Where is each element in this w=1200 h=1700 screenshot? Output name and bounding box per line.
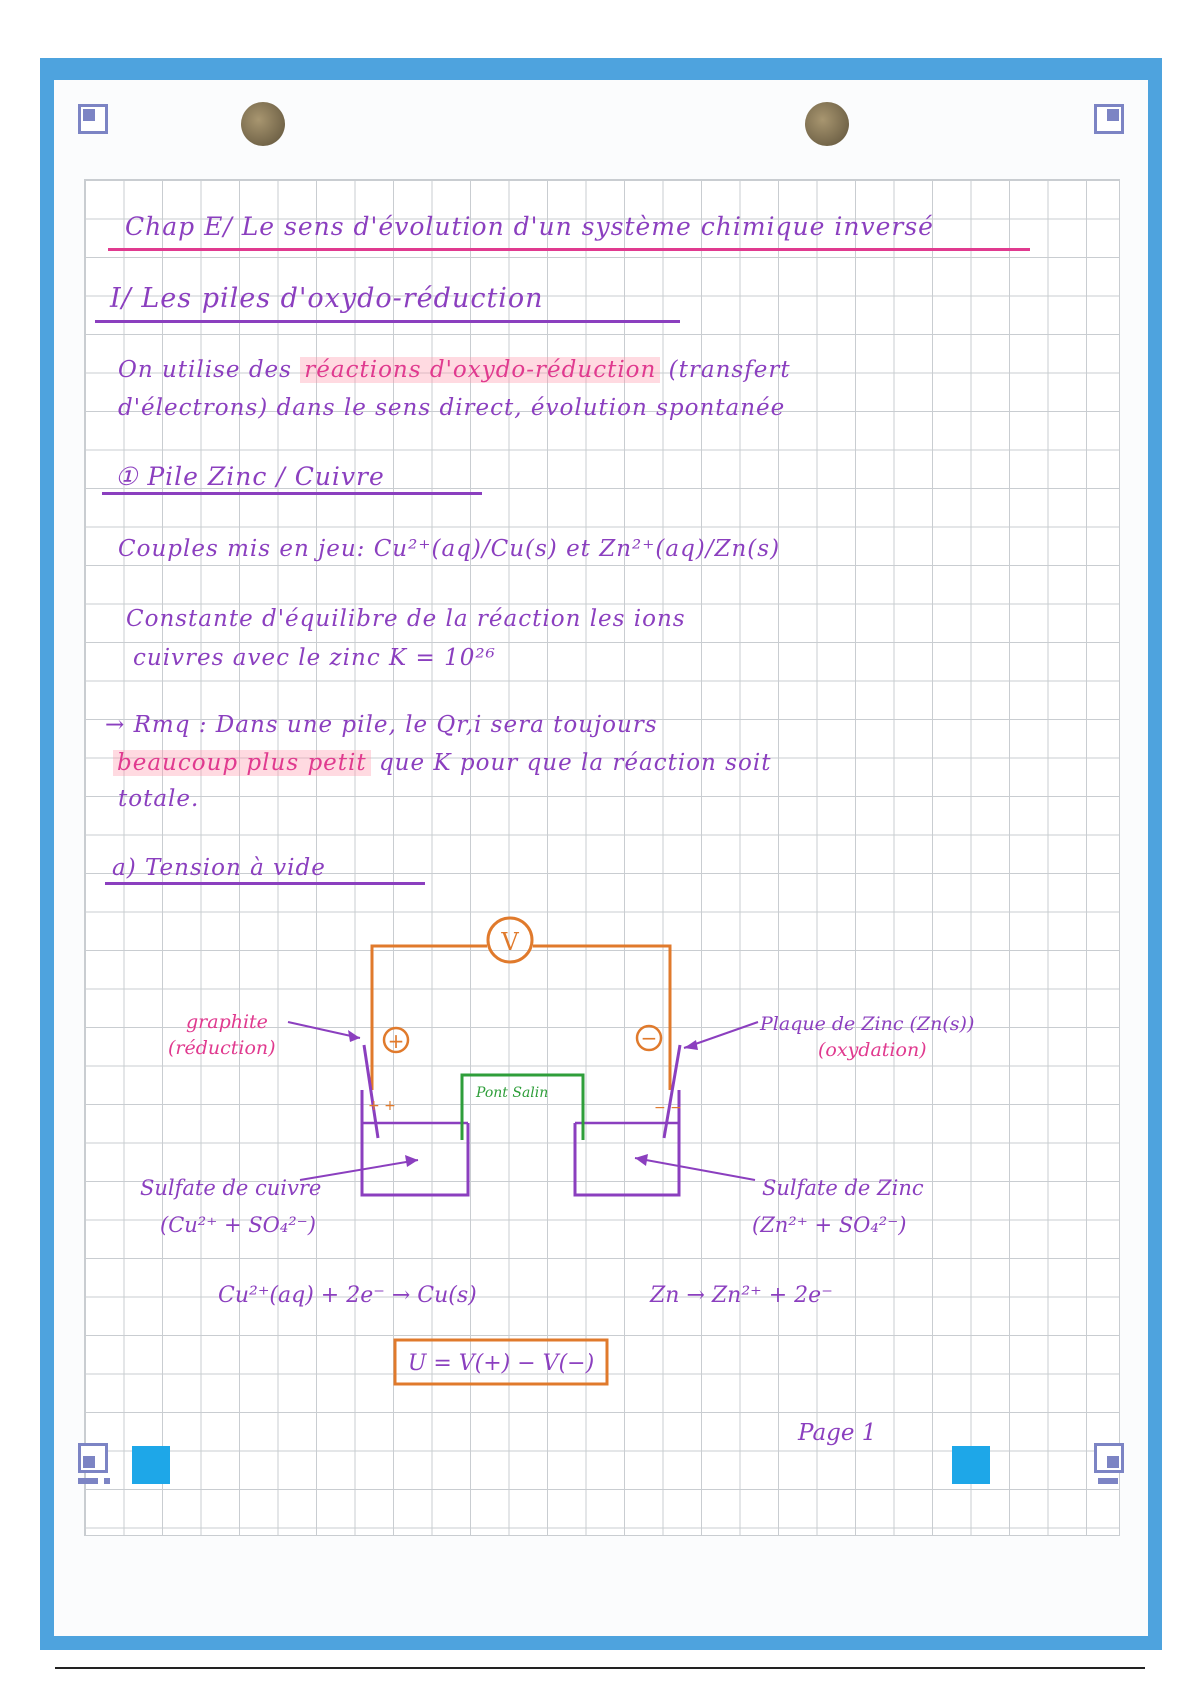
- chapter-title: Chap E/ Le sens d'évolution d'un système chimique inversé: [125, 212, 934, 241]
- salt-bridge-label: Pont Salin: [476, 1085, 549, 1101]
- intro-highlight: réactions d'oxydo-réduction: [300, 357, 660, 383]
- reaction-zinc: Zn → Zn²⁺ + 2e⁻: [650, 1283, 833, 1308]
- subsection-title: ① Pile Zinc / Cuivre: [115, 462, 385, 491]
- graphite-label: graphite: [186, 1011, 268, 1033]
- tension-formula: U = V(+) − V(−): [407, 1351, 595, 1376]
- remark-line-3: totale.: [118, 786, 200, 812]
- couples-line: Couples mis en jeu: Cu²⁺(aq)/Cu(s) et Zn²⁺(aq)/Zn(s): [118, 536, 781, 562]
- intro-text-a: On utilise des: [118, 357, 292, 383]
- reaction-copper: Cu²⁺(aq) + 2e⁻ → Cu(s): [218, 1283, 477, 1308]
- copper-sulfate-label: Sulfate de cuivre: [140, 1176, 322, 1200]
- constant-line-2: cuivres avec le zinc K = 10²⁶: [133, 645, 496, 671]
- minus-label: −: [640, 1026, 658, 1050]
- intro-text-b: (transfert: [668, 357, 791, 383]
- subsubsection-title: a) Tension à vide: [112, 855, 326, 881]
- voltmeter-label: V: [501, 928, 519, 956]
- svg-text:− −: − −: [654, 1100, 682, 1116]
- remark-line-1: → Rmq : Dans une pile, le Qr,i sera toujours: [105, 712, 658, 738]
- remark-text-b: que K pour que la réaction soit: [378, 750, 772, 776]
- page-number: Page 1: [798, 1420, 877, 1446]
- plus-label: +: [387, 1029, 405, 1053]
- zinc-sulfate-formula: (Zn²⁺ + SO₄²⁻): [752, 1213, 907, 1237]
- intro-line-2: d'électrons) dans le sens direct, évolution spontanée: [118, 395, 786, 421]
- graphite-role-label: (réduction): [168, 1037, 276, 1059]
- bottom-rule: [55, 1667, 1145, 1669]
- svg-text:+ +: + +: [368, 1098, 396, 1114]
- constant-line-1: Constante d'équilibre de la réaction les ions: [126, 606, 686, 632]
- remark-highlight: beaucoup plus petit: [113, 750, 371, 776]
- zinc-plate-label: Plaque de Zinc (Zn(s)): [760, 1013, 975, 1035]
- zinc-sulfate-label: Sulfate de Zinc: [762, 1176, 924, 1200]
- copper-sulfate-formula: (Cu²⁺ + SO₄²⁻): [160, 1213, 316, 1237]
- zinc-plate-role-label: (oxydation): [818, 1039, 927, 1061]
- section-title: I/ Les piles d'oxydo-réduction: [110, 283, 544, 314]
